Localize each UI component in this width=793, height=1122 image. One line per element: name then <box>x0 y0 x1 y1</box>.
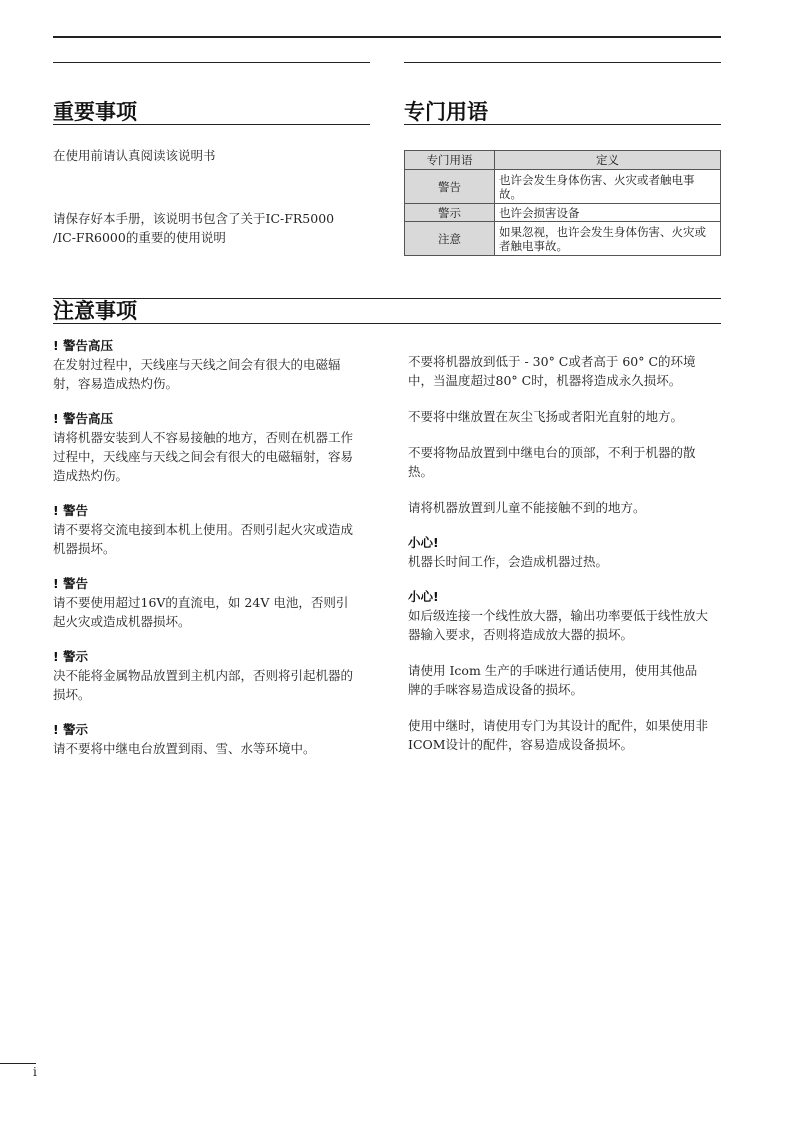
note-text: 请不要将交流电接到本机上使用。否则引起火灾或造成机器损坏。 <box>53 522 354 556</box>
note-block <box>408 352 708 390</box>
note-text: 请不要使用超过16V的直流电，如 24V 电池，否则引起火灾或造成机器损坏。 <box>53 595 349 629</box>
note-block <box>408 588 708 644</box>
note-heading: 小心! <box>408 535 439 550</box>
definition-cell: 如果忽视，也许会发生身体伤害、火灾或者触电事故。 <box>495 222 721 256</box>
precautions-top-rule <box>53 298 721 299</box>
note-heading: ! 警示 <box>53 722 89 737</box>
note-text: 不要将物品放置到中继电台的顶部，不利于机器的散热。 <box>408 445 696 479</box>
note-text: 请不要将中继电台放置到雨、雪、水等环境中。 <box>53 741 316 756</box>
terms-header-term: 专门用语 <box>405 151 495 170</box>
note-text: 如后级连接一个线性放大器，输出功率要低于线性放大器输入要求，否则将造成放大器的损坏。 <box>408 608 709 642</box>
term-cell: 警告 <box>405 170 495 204</box>
note-block <box>53 337 353 393</box>
right-column-rule <box>404 62 721 63</box>
note-block <box>408 716 708 754</box>
term-cell: 注意 <box>405 222 495 256</box>
note-block <box>53 721 353 758</box>
note-heading: ! 警示 <box>53 649 89 664</box>
note-text: 请将机器安装到人不容易接触的地方，否则在机器工作过程中，天线座与天线之间会有很大的电磁辐射，容易造成热灼伤。 <box>53 430 354 483</box>
important-para-1: 在使用前请认真阅读该说明书 <box>53 148 216 163</box>
note-block <box>408 407 708 426</box>
precautions-title: 注意事项 <box>53 299 137 323</box>
precautions-left-column <box>53 337 353 758</box>
note-text: 请将机器放置到儿童不能接触不到的地方。 <box>408 500 646 515</box>
note-block <box>408 661 708 699</box>
table-row <box>405 170 721 204</box>
note-text: 使用中继时，请使用专门为其设计的配件，如果使用非ICOM设计的配件，容易造成设备损坏。 <box>408 718 709 752</box>
terms-table <box>404 150 721 256</box>
note-text: 机器长时间工作，会造成机器过热。 <box>408 554 609 569</box>
page-number: i <box>33 1065 37 1079</box>
precautions-right-column <box>408 352 708 754</box>
note-block <box>408 534 708 571</box>
note-block <box>53 410 353 485</box>
top-rule <box>53 36 721 38</box>
important-para-2 <box>53 209 370 247</box>
left-column-rule <box>53 62 370 63</box>
note-heading: ! 警告高压 <box>53 411 114 426</box>
note-heading: ! 警告高压 <box>53 338 114 353</box>
terms-header-definition: 定义 <box>495 151 721 170</box>
note-text: 决不能将金属物品放置到主机内部，否则将引起机器的损坏。 <box>53 668 354 702</box>
footer-rule <box>0 1063 36 1064</box>
terms-title-underline <box>404 124 721 125</box>
note-text: 在发射过程中，天线座与天线之间会有很大的电磁辐射，容易造成热灼伤。 <box>53 357 341 391</box>
precautions-title-underline <box>53 323 721 324</box>
term-cell: 警示 <box>405 204 495 222</box>
note-text: 请使用 Icom 生产的手咪进行通话使用，使用其他品牌的手咪容易造成设备的损坏。 <box>408 663 698 697</box>
terms-title: 专门用语 <box>404 100 488 124</box>
important-para-2-line-2: /IC-FR6000的重要的使用说明 <box>53 230 226 245</box>
note-heading: ! 警告 <box>53 576 89 591</box>
note-block <box>53 575 353 631</box>
important-para-2-line-1: 请保存好本手册，该说明书包含了关于IC-FR5000 <box>53 211 335 226</box>
note-block <box>53 502 353 558</box>
note-heading: ! 警告 <box>53 503 89 518</box>
note-text: 不要将中继放置在灰尘飞扬或者阳光直射的地方。 <box>408 409 684 424</box>
table-row <box>405 204 721 222</box>
definition-cell: 也许会发生身体伤害、火灾或者触电事故。 <box>495 170 721 204</box>
note-block <box>408 498 708 517</box>
important-title-underline <box>53 124 370 125</box>
important-title: 重要事项 <box>53 100 137 124</box>
note-text: 不要将机器放到低于 - 30° C或者高于 60° C的环境中，当温度超过80° C时，机器将造成永久损坏。 <box>408 354 696 388</box>
note-block <box>53 648 353 704</box>
definition-cell: 也许会损害设备 <box>495 204 721 222</box>
table-row <box>405 222 721 256</box>
terms-table-header <box>405 151 721 170</box>
note-heading: 小心! <box>408 589 439 604</box>
note-block <box>408 443 708 481</box>
